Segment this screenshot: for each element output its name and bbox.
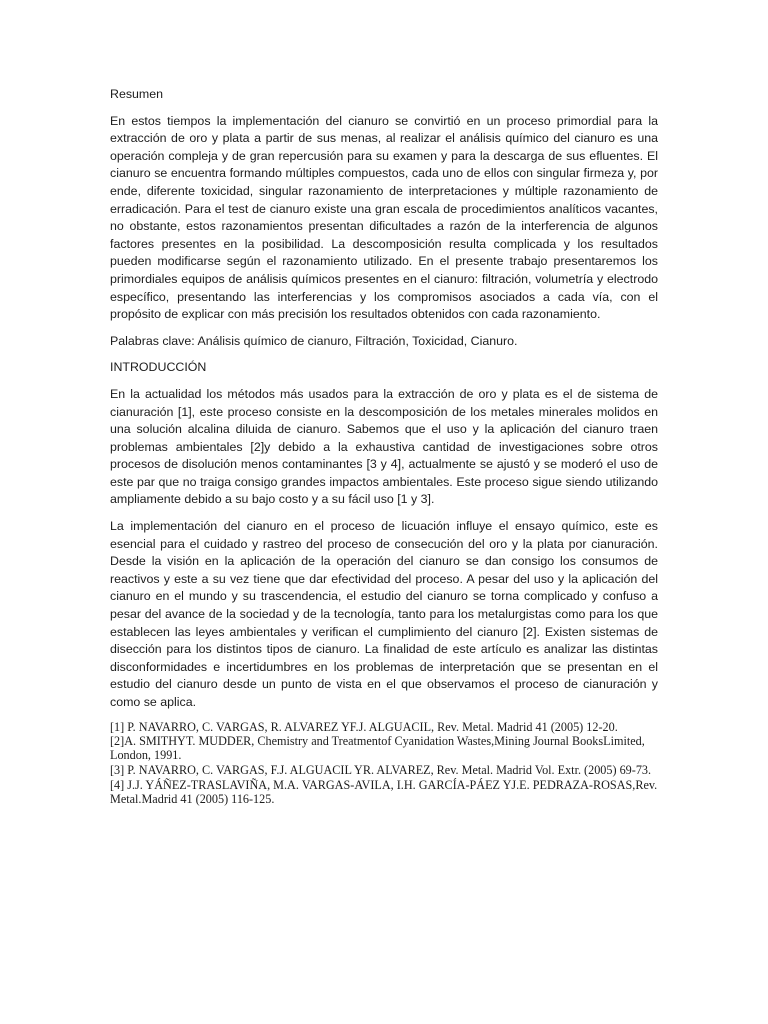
abstract-paragraph: En estos tiempos la implementación del cianuro se convirtió en un proceso primordial para la extracción de oro y plata a partir de sus menas, al realizar el análisis químico del cianuro es una operación compleja y de gran repercusión para su examen y para la descarga de sus efluentes. El cianuro se encuentra formando múltiples compuestos, cada uno de ellos con singular firmeza y, por ende, diferente toxicidad, singular razonamiento de interpretaciones y múltiple razonamiento de erradicación. Para el test de cianuro existe una gran escala de procedimientos analíticos vacantes, no obstante, estos razonamientos presentan dificultades a razón de la interferencia de algunos factores presentes en la posibilidad. La descomposición resulta complicada y los resultados pueden modificarse según el razonamiento utilizado. En el presente trabajo presentaremos los primordiales equipos de análisis químicos presentes en el cianuro: filtración, volumetría y electrodo específico, presentando las interferencias y los compromisos asociados a cada vía, con el propósito de explicar con más precisión los resultados obtenidos con cada razonamiento. bbox=[110, 113, 658, 322]
abstract-heading: Resumen bbox=[110, 87, 164, 101]
introduction-heading: INTRODUCCIÓN bbox=[110, 360, 207, 375]
document-page bbox=[110, 86, 658, 807]
introduction-paragraph-2: La implementación del cianuro en el proceso de licuación influye el ensayo químico, este es esencial para el cuidado y rastreo del proceso de consecución del oro y la plata por cianuración. Desde la visión en la aplicación de la operación del cianuro se dan consigo los consumos de reactivos y este a su vez tiene que dar efectividad del proceso. A pesar del uso y la aplicación del cianuro en el mundo y su trascendencia, el estudio del cianuro se torna complicado y confuso a pesar del avance de la sociedad y de la tecnología, tanto para los metalurgistas como para los que establecen las leyes ambientales y verifican el cumplimiento del cianuro [2]. Existen sistemas de disección para los distintos tipos de cianuro. La finalidad de este artículo es analizar las distintas disconformidades e incertidumbres en los problemas de interpretación que se presentan en el estudio del cianuro desde un punto de vista en el que observamos el proceso de cianuración y como se aplica. bbox=[110, 519, 658, 709]
keywords-line: Palabras clave: Análisis químico de cianuro, Filtración, Toxicidad, Cianuro. bbox=[110, 333, 518, 348]
references-list bbox=[110, 721, 658, 807]
reference-item: [1] P. NAVARRO, C. VARGAS, R. ALVAREZ YF.J. ALGUACIL, Rev. Metal. Madrid 41 (2005) 12-20. bbox=[110, 719, 618, 734]
reference-item: [3] P. NAVARRO, C. VARGAS, F.J. ALGUACIL YR. ALVAREZ, Rev. Metal. Madrid Vol. Extr. (2005) 69-73. bbox=[110, 762, 652, 777]
introduction-paragraph-1: En la actualidad los métodos más usados para la extracción de oro y plata es el de sistema de cianuración [1], este proceso consiste en la descomposición de los metales minerales molidos en una solución alcalina diluida de cianuro. Sabemos que el uso y la aplicación del cianuro traen problemas ambientales [2]y debido a la exhaustiva cantidad de investigaciones sobre otros procesos de disolución menos contaminantes [3 y 4], actualmente se ajustó y se moderó el uso de este par que no traiga consigo grandes impactos ambientales. Este proceso sigue siendo utilizando ampliamente debido a su bajo costo y a su fácil uso [1 y 3]. bbox=[110, 386, 658, 507]
reference-item: [4] J.J. YÁÑEZ-TRASLAVIÑA, M.A. VARGAS-AVILA, I.H. GARCÍA-PÁEZ YJ.E. PEDRAZA-ROSAS,Rev. Metal.Madrid 41 (2005) 116-125. bbox=[110, 777, 658, 806]
reference-item: [2]A. SMITHYT. MUDDER, Chemistry and Treatmentof Cyanidation Wastes,Mining Journal BooksLimited, London, 1991. bbox=[110, 734, 645, 763]
